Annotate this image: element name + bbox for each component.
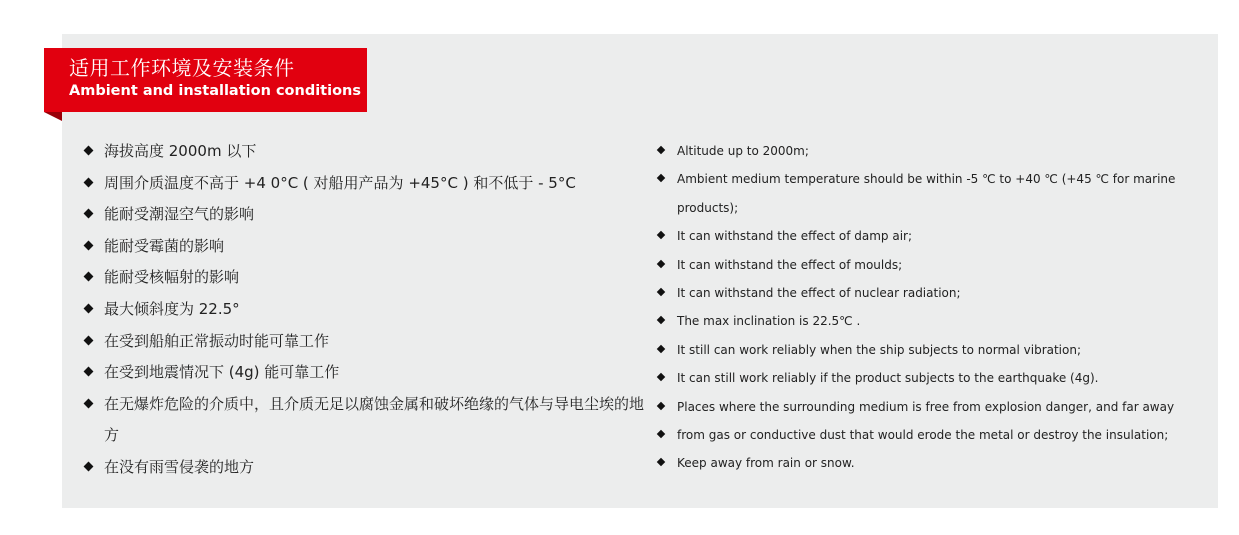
conditions-list-cn	[84, 136, 644, 484]
diamond-bullet-icon	[657, 174, 665, 182]
condition-item-en	[657, 165, 1207, 222]
condition-text-en: Places where the surrounding medium is free from explosion danger, and far away	[677, 399, 1175, 414]
diamond-bullet-icon	[657, 288, 665, 296]
condition-item-cn	[84, 294, 644, 326]
condition-item-cn	[84, 136, 644, 168]
condition-item-cn	[84, 389, 644, 452]
condition-text-en: It can withstand the effect of nuclear radiation;	[677, 286, 961, 301]
condition-text-cn: 在没有雨雪侵袭的地方	[104, 457, 255, 476]
condition-text-en: It can still work reliably if the product subjects to the earthquake (4g).	[677, 371, 1099, 386]
condition-text-cn: 能耐受霉菌的影响	[104, 236, 225, 255]
diamond-bullet-icon	[657, 458, 665, 466]
condition-text-cn: 海拔高度 2000m 以下	[104, 142, 257, 160]
section-title-en: Ambient and installation conditions	[69, 83, 361, 99]
condition-text-cn: 在无爆炸危险的介质中，且介质无足以腐蚀金属和破坏绝缘的气体与导电尘埃的地方	[104, 394, 645, 445]
condition-item-en	[657, 449, 1207, 477]
condition-item-cn	[84, 357, 644, 389]
diamond-bullet-icon	[657, 231, 665, 239]
diamond-bullet-icon	[84, 272, 94, 282]
diamond-bullet-icon	[84, 177, 94, 187]
diamond-bullet-icon	[84, 209, 94, 219]
condition-text-en: It still can work reliably when the ship subjects to normal vibration;	[677, 342, 1082, 357]
diamond-bullet-icon	[657, 430, 665, 438]
condition-text-cn: 能耐受潮湿空气的影响	[104, 205, 255, 224]
diamond-bullet-icon	[657, 259, 665, 267]
diamond-bullet-icon	[84, 304, 94, 314]
diamond-bullet-icon	[657, 345, 665, 353]
diamond-bullet-icon	[84, 335, 94, 345]
condition-item-en	[657, 364, 1207, 392]
condition-text-cn: 能耐受核幅射的影响	[104, 268, 240, 287]
diamond-bullet-icon	[84, 461, 94, 471]
section-header-banner	[44, 48, 367, 112]
diamond-bullet-icon	[657, 401, 665, 409]
diamond-bullet-icon	[657, 373, 665, 381]
condition-item-cn	[84, 199, 644, 231]
condition-text-cn: 最大倾斜度为 22.5°	[104, 299, 240, 318]
condition-text-en: It can withstand the effect of moulds;	[677, 257, 903, 272]
section-title-cn: 适用工作环境及安装条件	[69, 56, 295, 80]
condition-text-cn: 周围介质温度不高于 +4 0°C ( 对船用产品为 +45°C ) 和不低于 - 5°C	[104, 173, 576, 192]
diamond-bullet-icon	[84, 367, 94, 377]
condition-text-cn: 在受到船舶正常振动时能可靠工作	[104, 331, 330, 350]
conditions-list-en	[657, 137, 1207, 478]
diamond-bullet-icon	[657, 316, 665, 324]
diamond-bullet-icon	[84, 146, 94, 156]
condition-item-cn	[84, 231, 644, 263]
condition-item-en	[657, 222, 1207, 250]
condition-item-en	[657, 279, 1207, 307]
condition-item-en	[657, 421, 1207, 449]
condition-item-en	[657, 393, 1207, 421]
condition-text-en: It can withstand the effect of damp air;	[677, 229, 913, 244]
banner-fold-decoration	[44, 112, 62, 121]
diamond-bullet-icon	[657, 146, 665, 154]
condition-item-en	[657, 307, 1207, 335]
condition-text-cn: 在受到地震情况下 (4g) 能可靠工作	[104, 363, 340, 382]
condition-text-en: The max inclination is 22.5℃ .	[677, 314, 861, 329]
condition-text-en: Keep away from rain or snow.	[677, 456, 855, 471]
diamond-bullet-icon	[84, 240, 94, 250]
condition-text-en: from gas or conductive dust that would erode the metal or destroy the insulation;	[677, 428, 1169, 443]
diamond-bullet-icon	[84, 398, 94, 408]
condition-item-en	[657, 336, 1207, 364]
condition-text-en: Ambient medium temperature should be within -5 ℃ to +40 ℃ (+45 ℃ for marine products);	[677, 172, 1176, 215]
condition-item-cn	[84, 168, 644, 200]
condition-text-en: Altitude up to 2000m;	[677, 144, 809, 158]
condition-item-en	[657, 137, 1207, 165]
condition-item-cn	[84, 452, 644, 484]
condition-item-cn	[84, 326, 644, 358]
condition-item-en	[657, 251, 1207, 279]
condition-item-cn	[84, 262, 644, 294]
